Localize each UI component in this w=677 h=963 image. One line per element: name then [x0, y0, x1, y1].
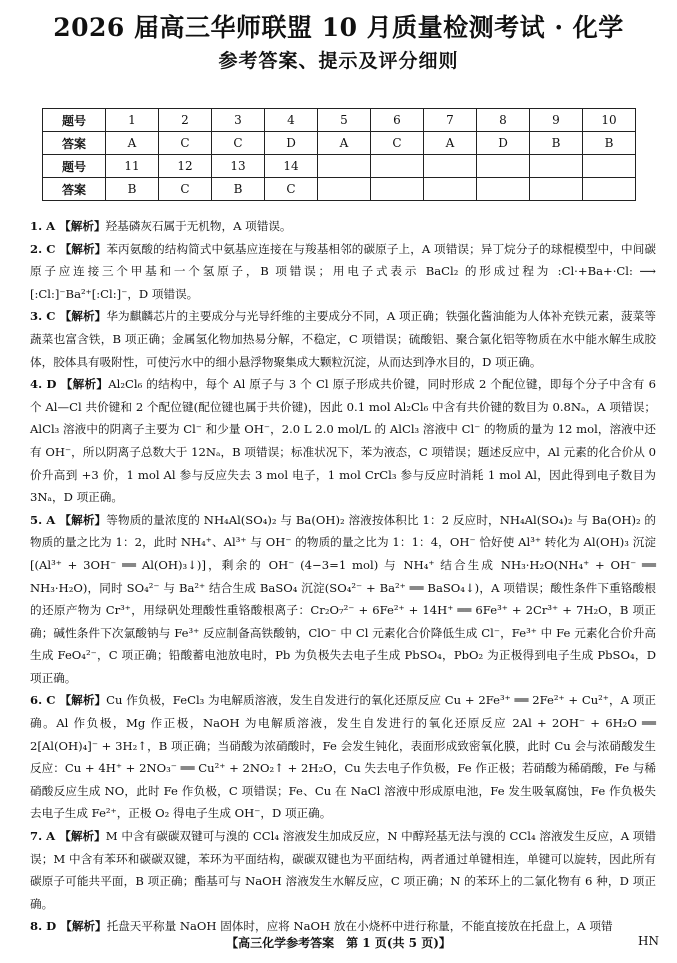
answer-table-cell	[371, 155, 424, 178]
answer-table-answer-row	[43, 132, 636, 155]
answer-table-cell: 12	[159, 155, 212, 178]
explanation-lead: 4. D 【解析】	[30, 377, 109, 392]
answer-table-cell	[424, 155, 477, 178]
answer-table-cell: A	[424, 132, 477, 155]
answer-table-cell: 13	[212, 155, 265, 178]
footer-region-code: HN	[638, 934, 659, 948]
explanation-item	[30, 509, 656, 690]
answer-table-cell: 9	[530, 109, 583, 132]
answer-table-cell	[424, 178, 477, 201]
page-footer: 【高三化学参考答案 第 1 页(共 5 页)】	[226, 936, 451, 950]
explanation-item	[30, 825, 656, 915]
page-subtitle: 参考答案、提示及评分细则	[218, 50, 459, 72]
explanation-text: Cu 作负极，FeCl₃ 为电解质溶液，发生自发进行的氧化还原反应 Cu + 2Fe³⁺ ══ 2Fe²⁺ + Cu²⁺，A 项正确。Al 作负极，Mg 作正极，NaOH 为电解质溶液，发生自发进行的氧化还原反应 2Al + 2OH⁻ + 6H₂O ══ 2[Al(OH)₄]⁻ + 3H₂↑，B 项正确；当硝酸为浓硝酸时，Fe 会发生钝化，表面形成致密氧化膜，此时 Cu 会与浓硝酸发生反应：Cu + 4H⁺ + 2NO₃⁻ ══ Cu²⁺ + 2NO₂↑ + 2H₂O，Cu 失去电子作负极，Fe 作正极；若硝酸为稀硝酸，Fe 与稀硝酸反应生成 NO，此时 Fe 作负极，C 项错误；Fe、Cu 在 NaCl 溶液中形成原电池，Fe 发生吸氧腐蚀，Fe 作负极失去电子生成 Fe²⁺，正极 O₂ 得电子生成 OH⁻，D 项正确。	[30, 693, 656, 821]
answer-table-cell: D	[477, 132, 530, 155]
answer-table-cell	[530, 155, 583, 178]
explanation-text: 托盘天平称量 NaOH 固体时，应将 NaOH 放在小烧杯中进行称量，不能直接放在托盘上，A 项错	[106, 919, 613, 934]
row-header: 题号	[43, 109, 106, 132]
answer-table-cell	[583, 178, 636, 201]
answer-table-cell: B	[212, 178, 265, 201]
explanation-lead: 8. D 【解析】	[30, 919, 107, 934]
answer-table-number-row	[43, 155, 636, 178]
explanation-text: 苯丙氨酸的结构简式中氨基应连接在与羧基相邻的碳原子上，A 项错误；异丁烷分子的球棍模型中，中间碳原子应连接三个甲基和一个氢原子，B 项错误；用电子式表示 BaCl₂ 的形成过程为 :Cl·+Ba+·Cl: ⟶ [:Cl:]⁻Ba²⁺[:Cl:]⁻，D 项错误。	[30, 241, 657, 301]
answer-table-cell: C	[159, 178, 212, 201]
page-title: 2026 届高三华师联盟 10 月质量检测考试 · 化学	[53, 13, 624, 42]
explanation-item	[30, 215, 656, 238]
explanation-lead: 5. A 【解析】	[30, 512, 107, 527]
answer-table	[42, 108, 636, 201]
answer-table-cell: D	[265, 132, 318, 155]
answer-table-cell: B	[106, 178, 159, 201]
answer-table-cell	[477, 178, 530, 201]
answer-table-cell: 11	[106, 155, 159, 178]
answer-table-cell	[583, 155, 636, 178]
answer-table-cell	[530, 178, 583, 201]
answer-table-cell: 7	[424, 109, 477, 132]
answer-table-cell: 1	[106, 109, 159, 132]
answer-table-cell: B	[583, 132, 636, 155]
explanation-lead: 3. C 【解析】	[30, 309, 107, 324]
answer-table-cell: C	[159, 132, 212, 155]
answer-table-answer-row	[43, 178, 636, 201]
answer-table-cell: 2	[159, 109, 212, 132]
answer-table-cell: 4	[265, 109, 318, 132]
answer-table-cell	[318, 155, 371, 178]
answer-table-number-row	[43, 109, 636, 132]
explanation-item	[30, 305, 656, 373]
answer-table-cell: A	[106, 132, 159, 155]
explanation-text: 华为麒麟芯片的主要成分与光导纤维的主要成分不同，A 项正确；铁强化酱油能为人体补充铁元素，菠菜等蔬菜也富含铁，B 项正确；金属氢化物加热易分解，不稳定，C 项错误；硫酸铝、聚合氯化铝等物质在水中能水解生成胶体，胶体具有吸附性，可使污水中的细小悬浮物聚集成大颗粒沉淀，从而达到净水目的，D 项正确。	[30, 309, 657, 369]
explanations	[30, 215, 656, 938]
answer-table-cell: 6	[371, 109, 424, 132]
row-header: 答案	[43, 132, 106, 155]
explanation-item	[30, 373, 656, 509]
explanation-lead: 2. C 【解析】	[30, 241, 107, 256]
answer-table-cell: 8	[477, 109, 530, 132]
explanation-item	[30, 238, 656, 306]
explanation-text: 等物质的量浓度的 NH₄Al(SO₄)₂ 与 Ba(OH)₂ 溶液按体积比 1：2 反应时，NH₄Al(SO₄)₂ 与 Ba(OH)₂ 的物质的量之比为 1：2，此时 NH₄⁺、Al³⁺ 与 OH⁻ 的物质的量之比为 1：1：4，OH⁻ 恰好使 Al³⁺ 转化为 Al(OH)₃ 沉淀[(Al³⁺ + 3OH⁻ ══ Al(OH)₃↓)]，剩余的 OH⁻ (4−3=1 mol) 与 NH₄⁺ 结合生成 NH₃·H₂O(NH₄⁺ + OH⁻ ══ NH₃·H₂O)，同时 SO₄²⁻ 与 Ba²⁺ 结合生成 BaSO₄ 沉淀(SO₄²⁻ + Ba²⁺ ══ BaSO₄↓)，A 项错误；酸性条件下重铬酸根的还原产物为 Cr³⁺，用绿矾处理酸性重铬酸根离子：Cr₂O₇²⁻ + 6Fe²⁺ + 14H⁺ ══ 6Fe³⁺ + 2Cr³⁺ + 7H₂O，B 项正确；碱性条件下次氯酸钠与 Fe³⁺ 反应制备高铁酸钠，ClO⁻ 中 Cl 元素化合价降低生成 Cl⁻，Fe³⁺ 中 Fe 元素化合价升高生成 FeO₄²⁻，C 项正确；铅酸蓄电池放电时，Pb 为负极失去电子生成 PbSO₄，PbO₂ 为正极得到电子生成 PbSO₄，D 项正确。	[30, 512, 657, 685]
answer-table-cell: A	[318, 132, 371, 155]
explanation-text: Al₂Cl₆ 的结构中，每个 Al 原子与 3 个 Cl 原子形成共价键，同时形成 2 个配位键，即每个分子中含有 6 个 Al—Cl 共价键和 2 个配位键(配位键也属于共价键)，因此 0.1 mol Al₂Cl₆ 中含有共价键的数目为 0.8Nₐ，A 项错误；AlCl₃ 溶液中的阴离子主要为 Cl⁻ 和少量 OH⁻，2.0 L 2.0 mol/L 的 AlCl₃ 溶液中 Cl⁻ 的物质的量为 12 mol，溶液中还有 OH⁻，所以阴离子总数大于 12Nₐ，B 项错误；标准状况下，苯为液态，C 项错误；题述反应中，Al 元素的化合价从 0 价升高到 +3 价，1 mol Al 参与反应失去 3 mol 电子，1 mol CrCl₃ 参与反应时消耗 1 mol Al，因此得到电子数目为 3Nₐ，D 项正确。	[30, 377, 656, 505]
explanation-text: M 中含有碳碳双键可与溴的 CCl₄ 溶液发生加成反应，N 中醇羟基无法与溴的 CCl₄ 溶液发生反应，A 项错误；M 中含有苯环和碳碳双键，苯环为平面结构，碳碳双键也为平面结构，两者通过单键相连，单键可以旋转，因此所有碳原子可能共平面，B 项正确；酯基可与 NaOH 溶液发生水解反应，C 项正确；N 的苯环上的二氯化物有 6 种，D 项正确。	[30, 829, 656, 911]
answer-table-cell: C	[371, 132, 424, 155]
answer-table-cell	[477, 155, 530, 178]
answer-table-cell	[371, 178, 424, 201]
answer-table-cell: 14	[265, 155, 318, 178]
explanation-item	[30, 689, 656, 825]
answer-table-cell: C	[265, 178, 318, 201]
answer-table-cell: B	[530, 132, 583, 155]
answer-table-cell: C	[212, 132, 265, 155]
explanation-lead: 6. C 【解析】	[30, 693, 107, 708]
row-header: 题号	[43, 155, 106, 178]
explanation-lead: 7. A 【解析】	[30, 829, 106, 844]
explanation-lead: 1. A 【解析】	[30, 219, 106, 233]
answer-table-cell: 5	[318, 109, 371, 132]
answer-table-cell	[318, 178, 371, 201]
explanation-text: 羟基磷灰石属于无机物，A 项错误。	[105, 219, 292, 233]
row-header: 答案	[43, 178, 106, 201]
answer-table-cell: 3	[212, 109, 265, 132]
answer-table-cell: 10	[583, 109, 636, 132]
